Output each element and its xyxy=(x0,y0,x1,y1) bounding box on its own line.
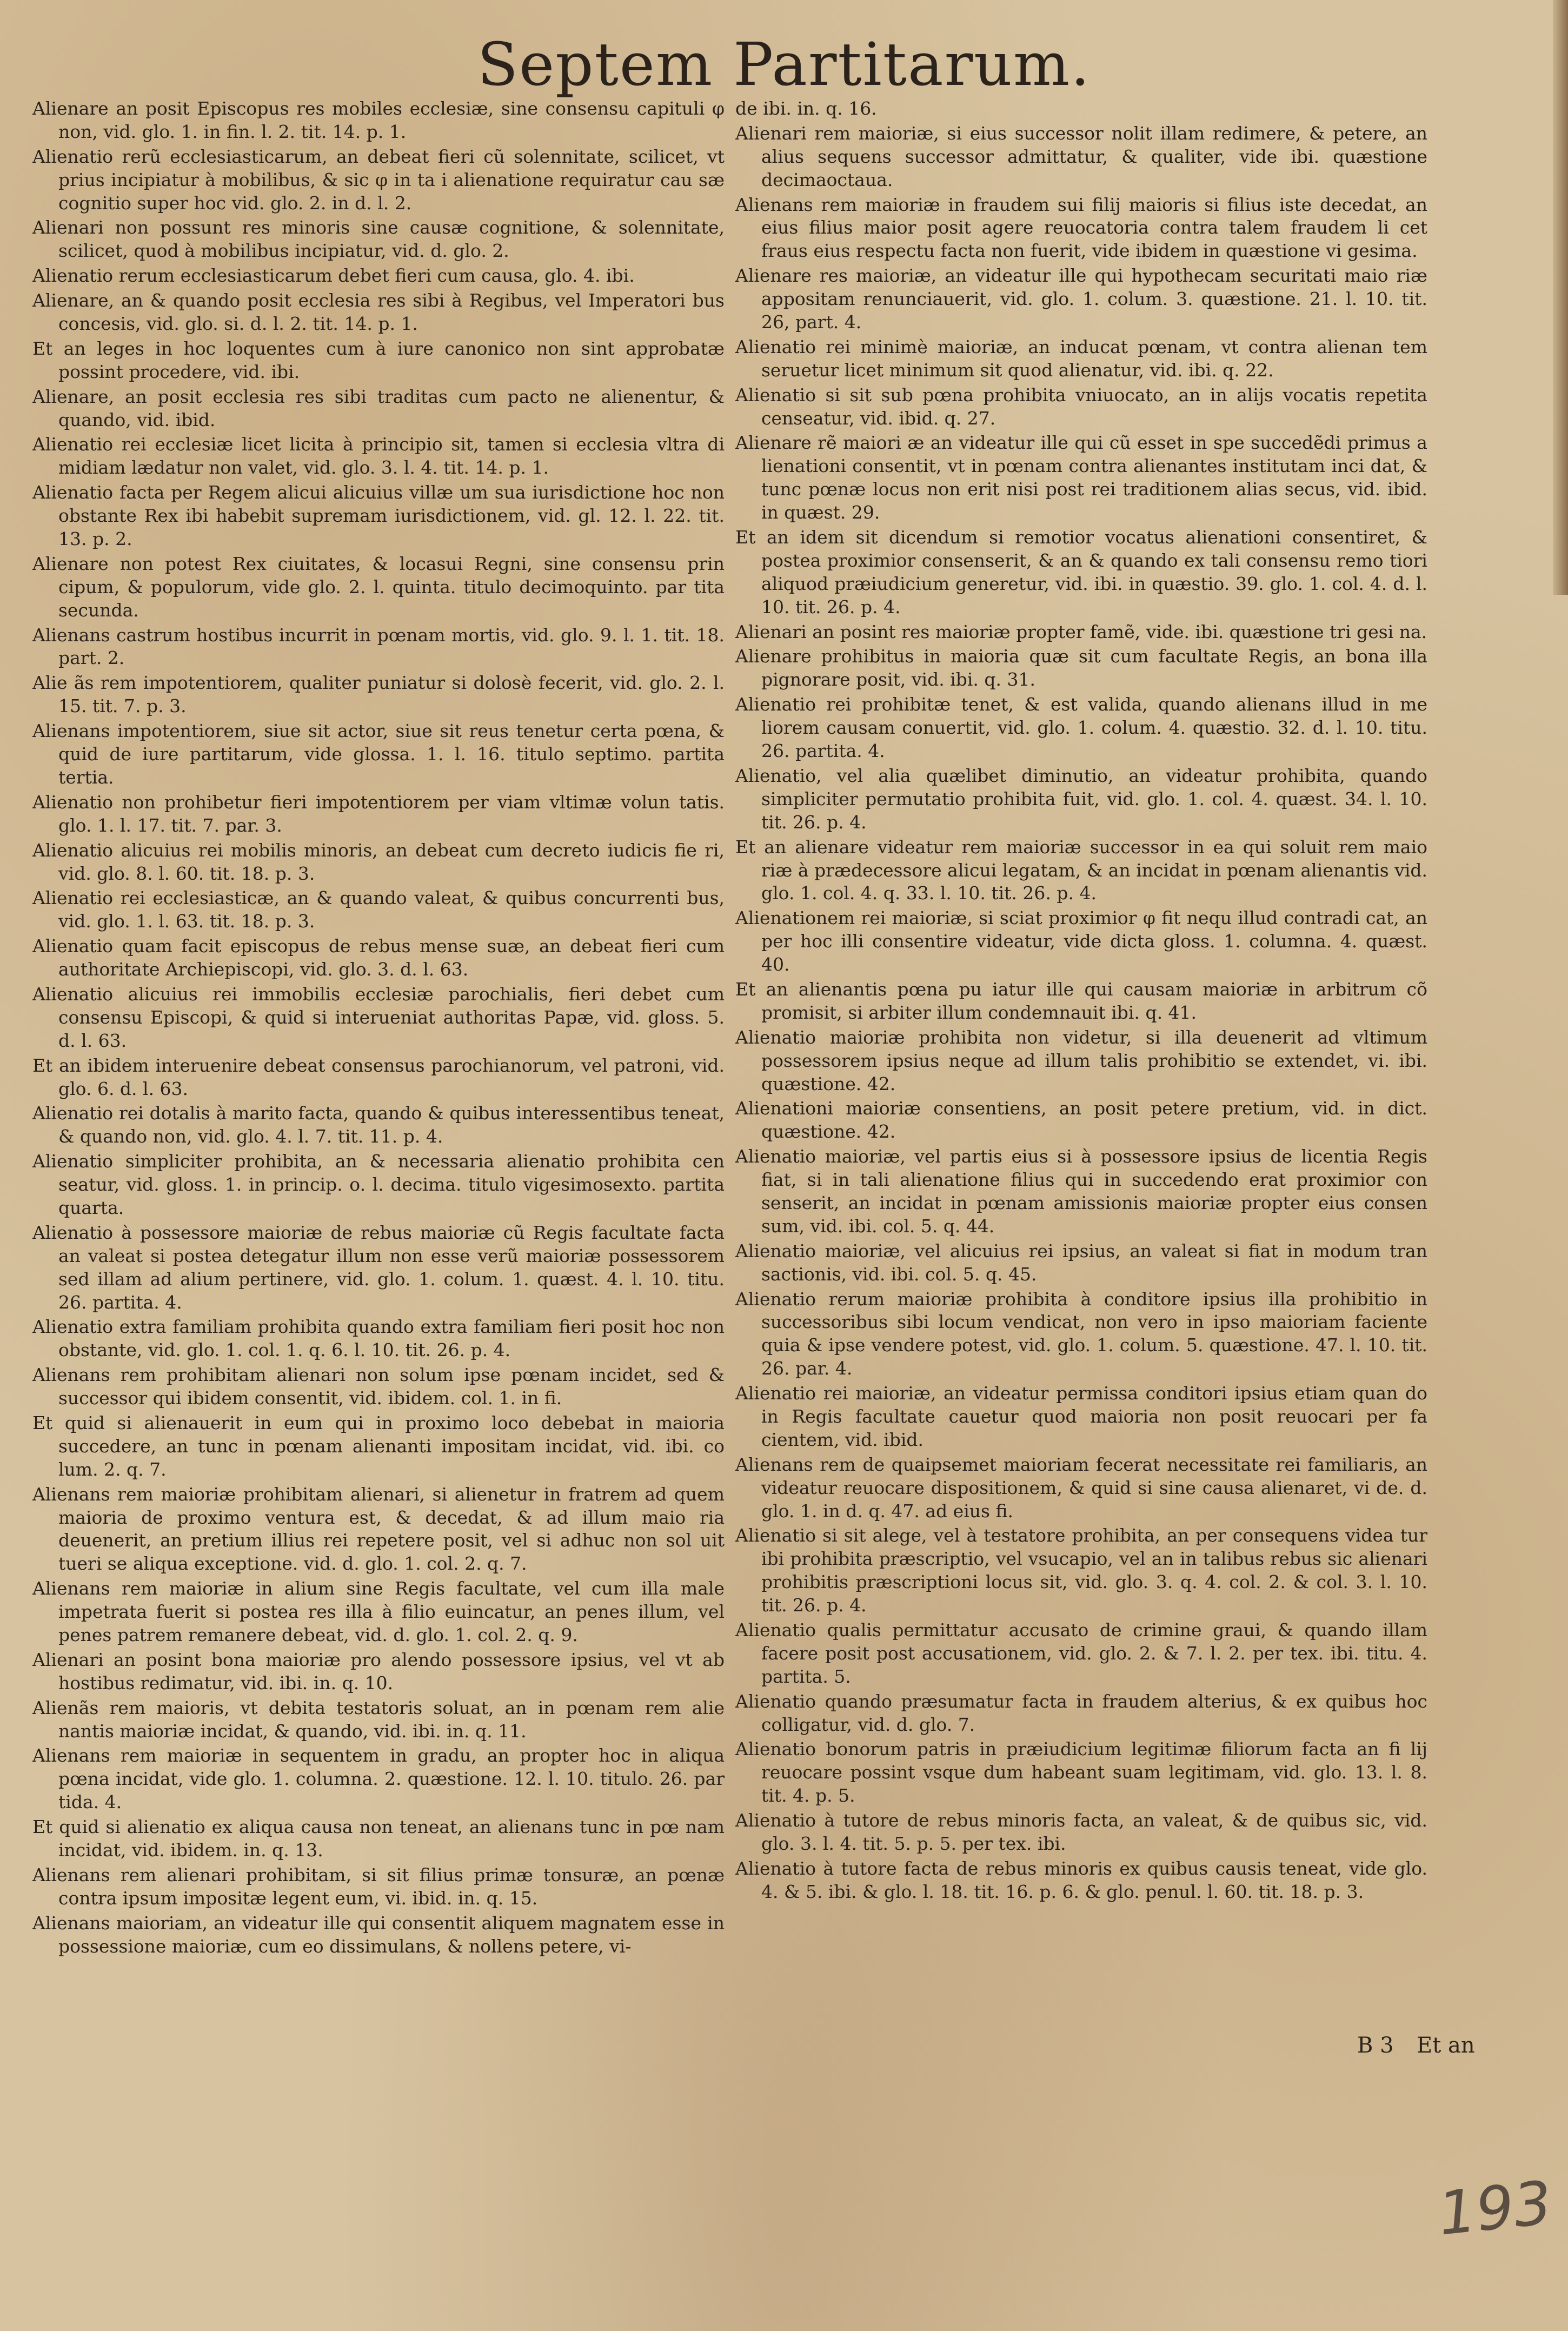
index-entry: Alienare non potest Rex ciuitates, & locasui Regni, sine consensu prin cipum, & populorum, vide glo. 2. l. quinta. titulo decimoquinto. par tita secunda. xyxy=(32,553,725,621)
index-entry: Alienatio maioriæ prohibita non videtur, si illa deuenerit ad vltimum possessorem ipsius neque ad illum talis prohibitio se extendet, vi. ibi. quæstione. 42. xyxy=(735,1026,1427,1094)
index-entry: Alienatio rei dotalis à marito facta, quando & quibus interessentibus teneat, & quando non, vid. glo. 4. l. 7. tit. 11. p. 4. xyxy=(32,1103,725,1147)
index-entry: Alienans rem maioriæ in alium sine Regis facultate, vel cum illa male impetrata fuerit si postea res illa à filio euincatur, an penes illum, vel penes patrem remanere debeat, vid. d. glo. 1. col. 2. q. 9. xyxy=(32,1578,725,1645)
index-entry: Alienatio quando præsumatur facta in fraudem alterius, & ex quibus hoc colligatur, vid. d. glo. 7. xyxy=(735,1690,1427,1735)
index-entry: Alienari rem maioriæ, si eius successor nolit illam redimere, & petere, an alius sequens successor admittatur, & qualiter, vide ibi. quæstione decimaoctaua. xyxy=(735,122,1427,190)
index-entry: Alienari non possunt res minoris sine causæ cognitione, & solennitate, scilicet, quod à mobilibus incipiatur, vid. d. glo. 2. xyxy=(32,217,725,262)
index-entry: Alienans rem maioriæ prohibitam alienari, si alienetur in fratrem ad quem maioria de proximo ventura est, & decedat, & ad illum maio ria deuenerit, an pretium illius rei repetere posit, vel si adhuc non sol uit tueri se aliqua exceptione. vid. d. glo. 1. col. 2. q. 7. xyxy=(32,1483,725,1575)
index-entry: Alienans rem de quaipsemet maioriam fecerat necessitate rei familiaris, an videatur reuocare dispositionem, & quid si sine causa alienaret, vi de. d. glo. 1. in d. q. 47. ad eius fi. xyxy=(735,1453,1427,1522)
index-entry: Et an ibidem interuenire debeat consensus parochianorum, vel patroni, vid. glo. 6. d. l. 63. xyxy=(32,1054,725,1099)
index-entry: Alienatio à possessore maioriæ de rebus maioriæ cũ Regis facultate facta an valeat si postea detegatur illum non esse verũ maioriæ possessorem sed illam ad alium pertinere, vid. glo. 1. colum. 1. quæst. 4. l. 10. titu. 26. partita. 4. xyxy=(32,1221,725,1313)
index-entry: Alienatio à tutore facta de rebus minoris ex quibus causis teneat, vide glo. 4. & 5. ibi. & glo. l. 18. tit. 16. p. 6. & glo. penul. l. 60. tit. 18. p. 3. xyxy=(735,1857,1427,1902)
index-entry: Alienatio rei minimè maioriæ, an inducat pœnam, vt contra alienan tem seruetur licet minimum sit quod alienatur, vid. ibi. q. 22. xyxy=(735,336,1427,381)
index-entry: Alienatio rei maioriæ, an videatur permissa conditori ipsius etiam quan do in Regis facultate cauetur quod maioria non posit reuocari per fa cientem, vid. ibid. xyxy=(735,1383,1427,1450)
index-entry: Et quid si alienauerit in eum qui in proximo loco debebat in maioria succedere, an tunc in pœnam alienanti impositam incidat, vid. ibi. co lum. 2. q. 7. xyxy=(32,1412,725,1480)
handwritten-folio-number: 193 xyxy=(1434,2168,1556,2249)
right-column xyxy=(735,97,1427,1905)
index-entry: Alienans castrum hostibus incurrit in pœnam mortis, vid. glo. 9. l. 1. tit. 18. part. 2. xyxy=(32,624,725,669)
index-entry: Alienatio rerum maioriæ prohibita à conditore ipsius illa prohibitio in successoribus sibi locum vendicat, non vero in ipso maioriam faciente quia & ipse vendere potest, vid. glo. 1. colum. 5. quæstione. 47. l. 10. tit. 26. par. 4. xyxy=(735,1288,1427,1379)
index-entry: Et an alienare videatur rem maioriæ successor in ea qui soluit rem maio riæ à prædecessore alicui legatam, & an incidat in pœnam alienantis vid. glo. 1. col. 4. q. 33. l. 10. tit. 26. p. 4. xyxy=(735,836,1427,904)
index-entry: Et an leges in hoc loquentes cum à iure canonico non sint approbatæ possint procedere, vid. ibi. xyxy=(32,337,725,382)
page-title: Septem Partitarum. xyxy=(477,30,1091,99)
index-entry: Alienare, an posit ecclesia res sibi traditas cum pacto ne alienentur, & quando, vid. ibid. xyxy=(32,386,725,430)
index-entry: Alienatio à tutore de rebus minoris facta, an valeat, & de quibus sic, vid. glo. 3. l. 4. tit. 5. p. 5. per tex. ibi. xyxy=(735,1810,1427,1855)
left-column xyxy=(32,97,725,1960)
index-entry: Alienatio non prohibetur fieri impotentiorem per viam vltimæ volun tatis. glo. 1. l. 17. tit. 7. par. 3. xyxy=(32,791,725,836)
index-entry: Alienatio si sit sub pœna prohibita vniuocato, an in alijs vocatis repetita censeatur, vid. ibid. q. 27. xyxy=(735,384,1427,429)
index-entry: Alienare res maioriæ, an videatur ille qui hypothecam securitati maio riæ appositam renunciauerit, vid. glo. 1. colum. 3. quæstione. 21. l. 10. tit. 26, part. 4. xyxy=(735,265,1427,333)
index-entry: Et quid si alienatio ex aliqua causa non teneat, an alienans tunc in pœ nam incidat, vid. ibidem. in. q. 13. xyxy=(32,1816,725,1861)
index-entry: Alienans rem alienari prohibitam, si sit filius primæ tonsuræ, an pœnæ contra ipsum impositæ legent eum, vi. ibid. in. q. 15. xyxy=(32,1864,725,1909)
index-entry: Alienationi maioriæ consentiens, an posit petere pretium, vid. in dict. quæstione. 42. xyxy=(735,1098,1427,1143)
index-entry: Alienare rẽ maiori æ an videatur ille qui cũ esset in spe succedẽdi primus a lienationi consentit, vt in pœnam contra alienantes institutam inci dat, & tunc pœnæ locus non erit nisi post rei traditionem alias secus, vid. ibid. in quæst. 29. xyxy=(735,432,1427,523)
index-entry: Alienatio extra familiam prohibita quando extra familiam fieri posit hoc non obstante, vid. glo. 1. col. 1. q. 6. l. 10. tit. 26. p. 4. xyxy=(32,1316,725,1361)
index-entry: Alienare an posit Episcopus res mobiles ecclesiæ, sine consensu capituli φ non, vid. glo. 1. in fin. l. 2. tit. 14. p. 1. xyxy=(32,98,725,142)
index-entry: Alienãs rem maioris, vt debita testatoris soluat, an in pœnam rem alie nantis maioriæ incidat, & quando, vid. ibi. in. q. 11. xyxy=(32,1697,725,1742)
index-entry: de ibi. in. q. 16. xyxy=(735,98,877,119)
index-entry: Alienatio maioriæ, vel partis eius si à possessore ipsius de licentia Regis fiat, si in tali alienatione filius qui in succedendo erat proximior con senserit, an incidat in pœnam amissionis maioriæ propter eius consen sum, vid. ibi. col. 5. q. 44. xyxy=(735,1146,1427,1237)
index-entry: Alienatio rerum ecclesiasticarum debet fieri cum causa, glo. 4. ibi. xyxy=(32,265,635,287)
index-entry: Alienatio simpliciter prohibita, an & necessaria alienatio prohibita cen seatur, vid. gloss. 1. in princip. o. l. decima. titulo vigesimosexto. partita quarta. xyxy=(32,1151,725,1218)
signature-mark: B 3 xyxy=(1357,2033,1394,2058)
index-entry: Alienatio rerũ ecclesiasticarum, an debeat fieri cũ solennitate, scilicet, vt prius incipiatur à mobilibus, & sic φ in ta i alienatione requiratur cau sæ cognitio super hoc vid. glo. 2. in d. l. 2. xyxy=(32,145,725,214)
index-entry: Alienare prohibitus in maioria quæ sit cum facultate Regis, an bona illa pignorare posit, vid. ibi. q. 31. xyxy=(735,646,1427,690)
index-entry: Et an idem sit dicendum si remotior vocatus alienationi consentiret, & postea proximior consenserit, & an & quando ex tali consensu remo tiori aliquod præiudicium generetur, vid. ibi. in quæstio. 39. glo. 1. col. 4. d. l. 10. tit. 26. p. 4. xyxy=(735,527,1427,617)
index-entry: Alienans rem maioriæ in sequentem in gradu, an propter hoc in aliqua pœna incidat, vide glo. 1. columna. 2. quæstione. 12. l. 10. titulo. 26. par tida. 4. xyxy=(32,1745,725,1813)
index-entry: Alienatio rei prohibitæ tenet, & est valida, quando alienans illud in me liorem causam conuertit, vid. glo. 1. colum. 4. quæstio. 32. d. l. 10. titu. 26. partita. 4. xyxy=(735,694,1427,762)
catchword: Et an xyxy=(1417,2033,1475,2058)
index-entry: Alienans impotentiorem, siue sit actor, siue sit reus tenetur certa pœna, & quid de iure partitarum, vide glossa. 1. l. 16. titulo septimo. partita tertia. xyxy=(32,720,725,788)
index-entry: Alienans rem maioriæ in fraudem sui filij maioris si filius iste decedat, an eius filius maior posit agere reuocatoria contra talem fraudem li cet fraus eius respectu facta non fuerit, vide ibidem in quæstione vi gesima. xyxy=(735,194,1427,262)
index-entry: Alienatio quam facit episcopus de rebus mense suæ, an debeat fieri cum authoritate Archiepiscopi, vid. glo. 3. d. l. 63. xyxy=(32,935,725,980)
index-entry: Alie ãs rem impotentiorem, qualiter puniatur si dolosè fecerit, vid. glo. 2. l. 15. tit. 7. p. 3. xyxy=(32,672,725,717)
index-entry: Alienatio si sit alege, vel à testatore prohibita, an per consequens videa tur ibi prohibita præscriptio, vel vsucapio, vel an in talibus rebus sic alienari prohibitis præscriptioni locus sit, vid. glo. 3. q. 4. col. 2. & col. 3. l. 10. tit. 26. p. 4. xyxy=(735,1525,1427,1616)
index-entry: Alienatio, vel alia quælibet diminutio, an videatur prohibita, quando simpliciter permutatio prohibita fuit, vid. glo. 1. col. 4. quæst. 34. l. 10. tit. 26. p. 4. xyxy=(735,765,1427,833)
index-entry: Alienatio alicuius rei immobilis ecclesiæ parochialis, fieri debet cum consensu Episcopi, & quid si interueniat authoritas Papæ, vid. gloss. 5. d. l. 63. xyxy=(32,983,725,1051)
index-entry: Alienatio maioriæ, vel alicuius rei ipsius, an valeat si fiat in modum tran sactionis, vid. ibi. col. 5. q. 45. xyxy=(735,1240,1427,1285)
index-entry: Alienans rem prohibitam alienari non solum ipse pœnam incidet, sed & successor qui ibidem consentit, vid. ibidem. col. 1. in fi. xyxy=(32,1364,725,1409)
index-entry: Alienare, an & quando posit ecclesia res sibi à Regibus, vel Imperatori bus concesis, vid. glo. si. d. l. 2. tit. 14. p. 1. xyxy=(32,290,725,335)
index-entry: Alienans maioriam, an videatur ille qui consentit aliquem magnatem esse in possessione maioriæ, cum eo dissimulans, & nollens petere, vi- xyxy=(32,1912,725,1957)
index-entry: Alienatio facta per Regem alicui alicuius villæ um sua iurisdictione hoc non obstante Rex ibi habebit supremam iurisdictionem, vid. gl. 12. l. 22. tit. 13. p. 2. xyxy=(32,482,725,550)
index-entry: Alienatio rei ecclesiasticæ, an & quando valeat, & quibus concurrenti bus, vid. glo. 1. l. 63. tit. 18. p. 3. xyxy=(32,887,725,932)
index-entry: Alienari an posint bona maioriæ pro alendo possessore ipsius, vel vt ab hostibus redimatur, vid. ibi. in. q. 10. xyxy=(32,1649,725,1694)
index-entry: Et an alienantis pœna pu iatur ille qui causam maioriæ in arbitrum cõ promisit, si arbiter illum condemnauit ibi. q. 41. xyxy=(735,978,1427,1023)
index-entry: Alienari an posint res maioriæ propter famẽ, vide. ibi. quæstione tri gesi na. xyxy=(735,621,1427,642)
index-entry: Alienatio rei ecclesiæ licet licita à principio sit, tamen si ecclesia vltra di midiam lædatur non valet, vid. glo. 3. l. 4. tit. 14. p. 1. xyxy=(32,434,725,479)
index-entry: Alienatio qualis permittatur accusato de crimine graui, & quando illam facere posit post accusationem, vid. glo. 2. & 7. l. 2. per tex. ibi. titu. 4. partita. 5. xyxy=(735,1619,1427,1687)
index-entry: Alienationem rei maioriæ, si sciat proximior φ fit nequ illud contradi cat, an per hoc illi consentire videatur, vide dicta gloss. 1. columna. 4. quæst. 40. xyxy=(735,907,1427,975)
index-entry: Alienatio alicuius rei mobilis minoris, an debeat cum decreto iudicis fie ri, vid. glo. 8. l. 60. tit. 18. p. 3. xyxy=(32,839,725,884)
index-entry: Alienatio bonorum patris in præiudicium legitimæ filiorum facta an fi lij reuocare possint vsque dum habeant suam legitimam, vid. glo. 13. l. 8. tit. 4. p. 5. xyxy=(735,1738,1427,1807)
